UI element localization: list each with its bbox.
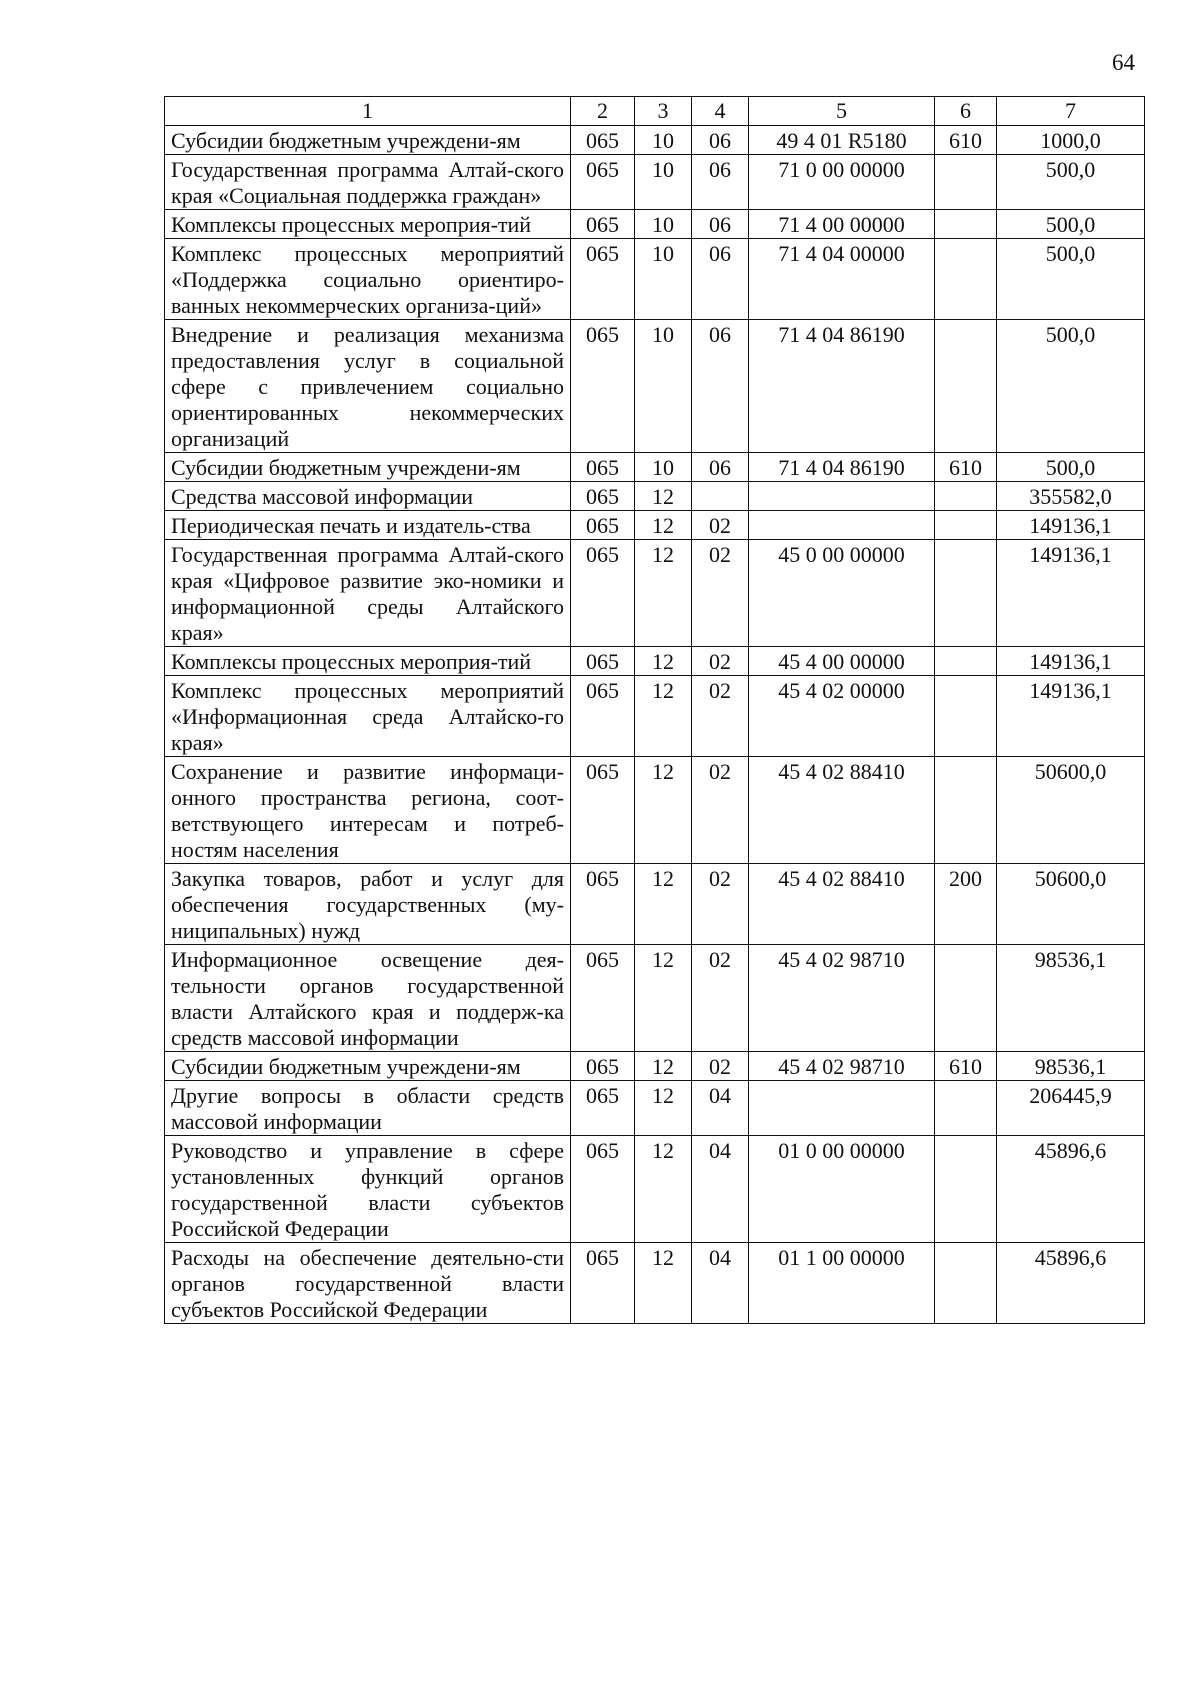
expense-type-cell: 200: [935, 864, 997, 945]
expense-type-cell: 610: [935, 453, 997, 482]
subsection-cell: 06: [692, 210, 749, 239]
target-article-cell: 45 4 02 00000: [749, 676, 935, 757]
target-article-cell: [749, 482, 935, 511]
expense-type-cell: [935, 511, 997, 540]
target-article-cell: 71 0 00 00000: [749, 155, 935, 210]
table-body: [165, 126, 1145, 1324]
item-name-cell: Субсидии бюджетным учреждени-ям: [165, 453, 571, 482]
header-cell: 1: [165, 97, 571, 126]
item-name-cell: Государственная программа Алтай-ского края «Цифровое развитие эко-номики и информационной среды Алтайского края»: [165, 540, 571, 647]
amount-cell: 149136,1: [997, 511, 1145, 540]
target-article-cell: [749, 1081, 935, 1136]
section-cell: 10: [635, 210, 692, 239]
section-cell: 10: [635, 320, 692, 453]
target-article-cell: 45 4 00 00000: [749, 647, 935, 676]
section-cell: 12: [635, 676, 692, 757]
expense-type-cell: [935, 757, 997, 864]
target-article-cell: 71 4 04 86190: [749, 453, 935, 482]
item-name-cell: Расходы на обеспечение деятельно-сти органов государственной власти субъектов Российской Федерации: [165, 1243, 571, 1324]
subsection-cell: 02: [692, 757, 749, 864]
table-row: [165, 511, 1145, 540]
table-row: [165, 210, 1145, 239]
table-row: [165, 647, 1145, 676]
section-cell: 12: [635, 864, 692, 945]
ministry-code-cell: 065: [571, 511, 635, 540]
item-name-cell: Периодическая печать и издатель-ства: [165, 511, 571, 540]
ministry-code-cell: 065: [571, 126, 635, 155]
section-cell: 12: [635, 757, 692, 864]
subsection-cell: 06: [692, 320, 749, 453]
ministry-code-cell: 065: [571, 757, 635, 864]
ministry-code-cell: 065: [571, 540, 635, 647]
expense-type-cell: [935, 239, 997, 320]
subsection-cell: 02: [692, 676, 749, 757]
target-article-cell: 01 1 00 00000: [749, 1243, 935, 1324]
budget-table: [164, 96, 1145, 1324]
section-cell: 10: [635, 126, 692, 155]
item-name-cell: Комплексы процессных мероприя-тий: [165, 647, 571, 676]
subsection-cell: 02: [692, 511, 749, 540]
amount-cell: 149136,1: [997, 647, 1145, 676]
amount-cell: 149136,1: [997, 540, 1145, 647]
subsection-cell: 02: [692, 1052, 749, 1081]
expense-type-cell: [935, 1136, 997, 1243]
section-cell: 12: [635, 540, 692, 647]
target-article-cell: 71 4 04 00000: [749, 239, 935, 320]
table-row: [165, 1081, 1145, 1136]
item-name-cell: Информационное освещение дея-тельности органов государственной власти Алтайского края и поддерж-ка средств массовой информации: [165, 945, 571, 1052]
amount-cell: 50600,0: [997, 757, 1145, 864]
section-cell: 12: [635, 511, 692, 540]
section-cell: 12: [635, 1081, 692, 1136]
expense-type-cell: [935, 945, 997, 1052]
item-name-cell: Комплекс процессных мероприятий «Информационная среда Алтайско-го края»: [165, 676, 571, 757]
target-article-cell: 45 4 02 88410: [749, 757, 935, 864]
table-row: [165, 864, 1145, 945]
item-name-cell: Комплексы процессных мероприя-тий: [165, 210, 571, 239]
ministry-code-cell: 065: [571, 1052, 635, 1081]
table-row: [165, 239, 1145, 320]
subsection-cell: 06: [692, 453, 749, 482]
target-article-cell: 71 4 04 86190: [749, 320, 935, 453]
target-article-cell: 45 4 02 98710: [749, 945, 935, 1052]
target-article-cell: 45 4 02 98710: [749, 1052, 935, 1081]
amount-cell: 355582,0: [997, 482, 1145, 511]
header-cell: 3: [635, 97, 692, 126]
section-cell: 12: [635, 1052, 692, 1081]
target-article-cell: 71 4 00 00000: [749, 210, 935, 239]
table-row: [165, 1243, 1145, 1324]
table-row: [165, 757, 1145, 864]
subsection-cell: 06: [692, 126, 749, 155]
subsection-cell: 06: [692, 239, 749, 320]
header-cell: 5: [749, 97, 935, 126]
section-cell: 10: [635, 155, 692, 210]
item-name-cell: Комплекс процессных мероприятий «Поддержка социально ориентиро-ванных некоммерческих организа-ций»: [165, 239, 571, 320]
expense-type-cell: [935, 155, 997, 210]
ministry-code-cell: 065: [571, 864, 635, 945]
ministry-code-cell: 065: [571, 647, 635, 676]
expense-type-cell: [935, 320, 997, 453]
header-cell: 4: [692, 97, 749, 126]
target-article-cell: 49 4 01 R5180: [749, 126, 935, 155]
header-row: [165, 97, 1145, 126]
expense-type-cell: [935, 482, 997, 511]
amount-cell: 149136,1: [997, 676, 1145, 757]
section-cell: 10: [635, 453, 692, 482]
item-name-cell: Средства массовой информации: [165, 482, 571, 511]
header-cell: 6: [935, 97, 997, 126]
section-cell: 10: [635, 239, 692, 320]
item-name-cell: Субсидии бюджетным учреждени-ям: [165, 1052, 571, 1081]
table-row: [165, 945, 1145, 1052]
table-row: [165, 320, 1145, 453]
target-article-cell: [749, 511, 935, 540]
item-name-cell: Государственная программа Алтай-ского края «Социальная поддержка граждан»: [165, 155, 571, 210]
amount-cell: 45896,6: [997, 1136, 1145, 1243]
subsection-cell: 02: [692, 945, 749, 1052]
amount-cell: 1000,0: [997, 126, 1145, 155]
item-name-cell: Сохранение и развитие информаци-онного пространства региона, соот-ветствующего интересам и потреб-ностям населения: [165, 757, 571, 864]
item-name-cell: Руководство и управление в сфере установленных функций органов государственной власти субъектов Российской Федерации: [165, 1136, 571, 1243]
ministry-code-cell: 065: [571, 945, 635, 1052]
section-cell: 12: [635, 1136, 692, 1243]
table-row: [165, 453, 1145, 482]
amount-cell: 500,0: [997, 210, 1145, 239]
target-article-cell: 45 0 00 00000: [749, 540, 935, 647]
table-row: [165, 482, 1145, 511]
amount-cell: 45896,6: [997, 1243, 1145, 1324]
expense-type-cell: [935, 1243, 997, 1324]
ministry-code-cell: 065: [571, 1081, 635, 1136]
amount-cell: 500,0: [997, 320, 1145, 453]
subsection-cell: 02: [692, 864, 749, 945]
table-row: [165, 676, 1145, 757]
table-row: [165, 1052, 1145, 1081]
item-name-cell: Субсидии бюджетным учреждени-ям: [165, 126, 571, 155]
ministry-code-cell: 065: [571, 676, 635, 757]
header-cell: 7: [997, 97, 1145, 126]
subsection-cell: 02: [692, 647, 749, 676]
item-name-cell: Другие вопросы в области средств массовой информации: [165, 1081, 571, 1136]
expense-type-cell: 610: [935, 126, 997, 155]
amount-cell: 206445,9: [997, 1081, 1145, 1136]
table-row: [165, 540, 1145, 647]
ministry-code-cell: 065: [571, 320, 635, 453]
table-row: [165, 155, 1145, 210]
table-row: [165, 126, 1145, 155]
subsection-cell: [692, 482, 749, 511]
expense-type-cell: 610: [935, 1052, 997, 1081]
ministry-code-cell: 065: [571, 1136, 635, 1243]
expense-type-cell: [935, 1081, 997, 1136]
section-cell: 12: [635, 1243, 692, 1324]
ministry-code-cell: 065: [571, 1243, 635, 1324]
ministry-code-cell: 065: [571, 453, 635, 482]
subsection-cell: 04: [692, 1081, 749, 1136]
table-row: [165, 1136, 1145, 1243]
section-cell: 12: [635, 945, 692, 1052]
amount-cell: 500,0: [997, 453, 1145, 482]
ministry-code-cell: 065: [571, 155, 635, 210]
section-cell: 12: [635, 482, 692, 511]
expense-type-cell: [935, 647, 997, 676]
subsection-cell: 06: [692, 155, 749, 210]
expense-type-cell: [935, 540, 997, 647]
ministry-code-cell: 065: [571, 210, 635, 239]
expense-type-cell: [935, 210, 997, 239]
expense-type-cell: [935, 676, 997, 757]
ministry-code-cell: 065: [571, 482, 635, 511]
page-number: 64: [1112, 50, 1135, 75]
section-cell: 12: [635, 647, 692, 676]
subsection-cell: 04: [692, 1136, 749, 1243]
header-cell: 2: [571, 97, 635, 126]
amount-cell: 98536,1: [997, 1052, 1145, 1081]
table-header: [165, 97, 1145, 126]
subsection-cell: 04: [692, 1243, 749, 1324]
amount-cell: 50600,0: [997, 864, 1145, 945]
amount-cell: 98536,1: [997, 945, 1145, 1052]
item-name-cell: Внедрение и реализация механизма предоставления услуг в социальной сфере с привлечением социально ориентированных некоммерческих организаций: [165, 320, 571, 453]
amount-cell: 500,0: [997, 239, 1145, 320]
target-article-cell: 01 0 00 00000: [749, 1136, 935, 1243]
target-article-cell: 45 4 02 88410: [749, 864, 935, 945]
amount-cell: 500,0: [997, 155, 1145, 210]
subsection-cell: 02: [692, 540, 749, 647]
item-name-cell: Закупка товаров, работ и услуг для обеспечения государственных (му-ниципальных) нужд: [165, 864, 571, 945]
ministry-code-cell: 065: [571, 239, 635, 320]
